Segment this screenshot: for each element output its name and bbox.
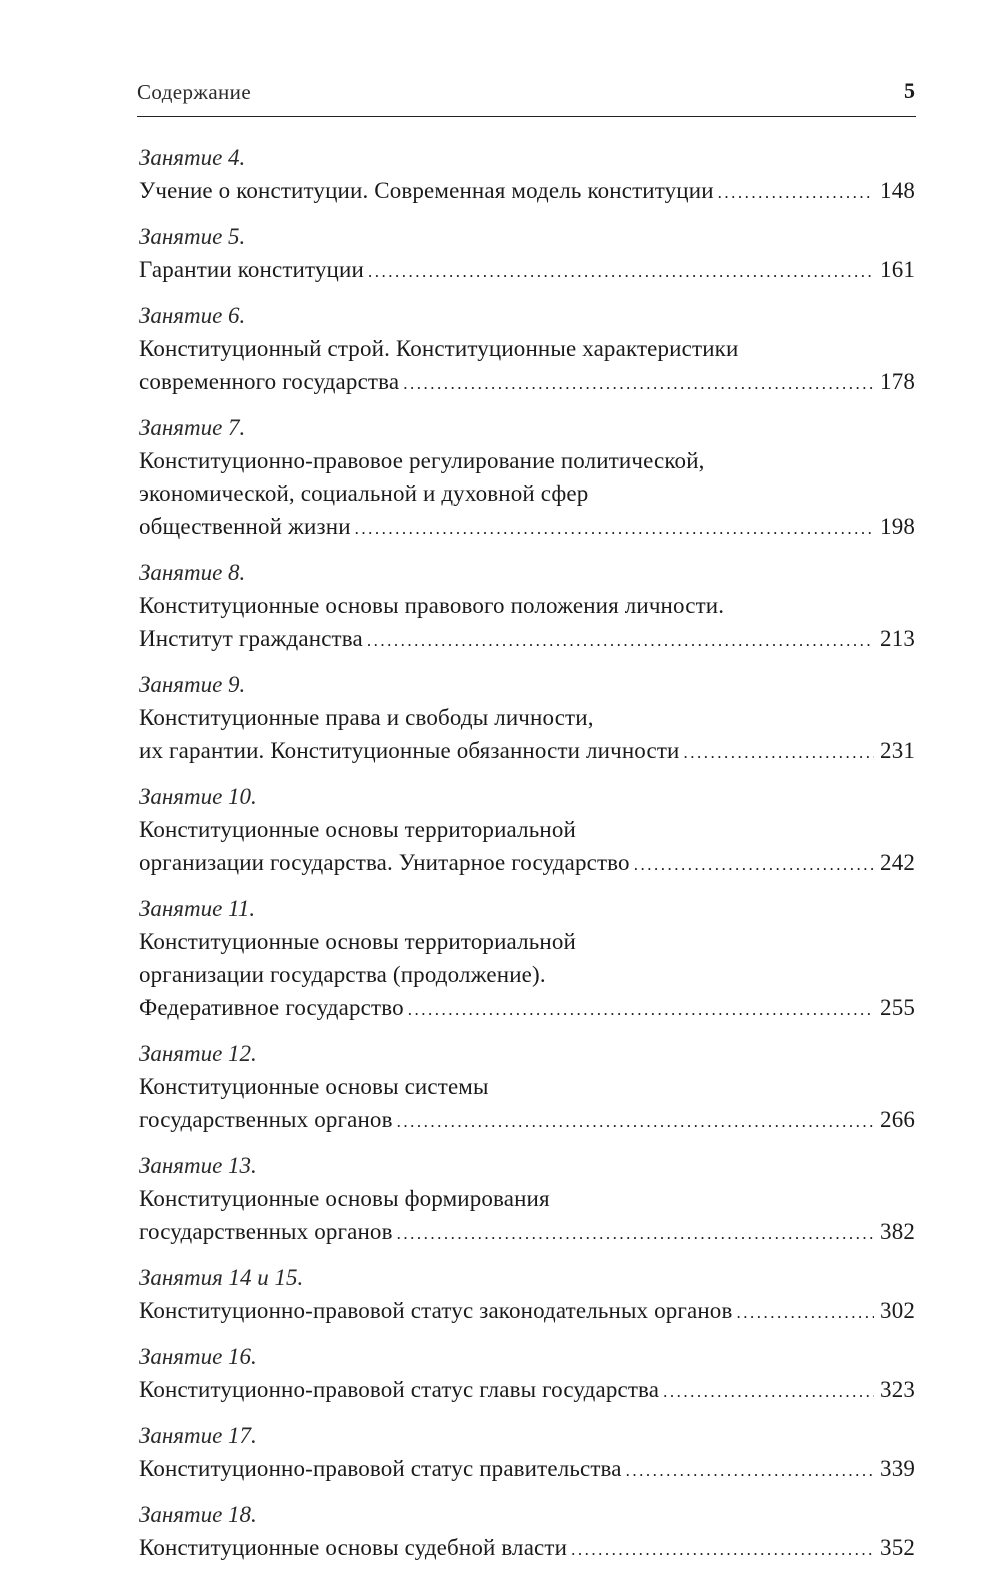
entry-final-line <box>139 846 915 881</box>
entry-final-line <box>139 1294 915 1329</box>
entry-page-number: 339 <box>880 1456 915 1481</box>
entry-page-number: 242 <box>880 850 915 875</box>
toc-entry <box>139 1149 915 1250</box>
entry-page-number: 198 <box>880 514 915 539</box>
lesson-label: Занятие 9. <box>139 672 246 697</box>
lesson-label: Занятие 6. <box>139 303 246 328</box>
entry-title-line: Институт гражданства <box>139 626 363 651</box>
entry-title-line: Конституционные основы системы <box>139 1074 489 1099</box>
entry-title-line: Конституционно-правовое регулирование политической, <box>139 448 705 473</box>
toc-entry <box>139 1419 915 1487</box>
dot-leader <box>663 1375 874 1408</box>
running-title: Содержание <box>137 80 252 104</box>
entry-title-line: Конституционно-правовой статус правительства <box>139 1456 622 1481</box>
lesson-label: Занятие 7. <box>139 415 246 440</box>
entry-title-line: их гарантии. Конституционные обязанности личности <box>139 738 680 763</box>
entry-page-number: 323 <box>880 1377 915 1402</box>
entry-final-line <box>139 510 915 545</box>
lesson-label: Занятие 11. <box>139 896 256 921</box>
page-number: 5 <box>904 78 915 103</box>
lesson-label: Занятие 10. <box>139 784 257 809</box>
toc-entry <box>139 411 915 545</box>
entry-title-line: государственных органов <box>139 1107 393 1132</box>
entry-final-line <box>139 1531 915 1566</box>
entry-final-line <box>139 174 915 209</box>
entry-final-line <box>139 991 915 1026</box>
lesson-label: Занятие 4. <box>139 145 246 170</box>
entry-title-line: современного государства <box>139 369 400 394</box>
lesson-label: Занятия 14 и 15. <box>139 1265 304 1290</box>
entry-page-number: 352 <box>880 1535 915 1560</box>
entry-title-line: общественной жизни <box>139 514 351 539</box>
dot-leader <box>736 1296 874 1329</box>
entry-title-line: Учение о конституции. Современная модель конституции <box>139 178 714 203</box>
entry-title-line: организации государства. Унитарное государство <box>139 850 630 875</box>
dot-leader <box>397 1217 874 1250</box>
entry-title-line: государственных органов <box>139 1219 393 1244</box>
lesson-label: Занятие 12. <box>139 1041 257 1066</box>
toc-entry <box>139 892 915 1026</box>
entry-title-line: Конституционные основы формирования <box>139 1186 550 1211</box>
entry-page-number: 213 <box>880 626 915 651</box>
entry-page-number: 178 <box>880 369 915 394</box>
lesson-label: Занятие 8. <box>139 560 246 585</box>
dot-leader <box>634 848 874 881</box>
lesson-label: Занятие 18. <box>139 1502 257 1527</box>
entry-final-line <box>139 1373 915 1408</box>
entry-page-number: 148 <box>880 178 915 203</box>
toc-entry <box>139 299 915 400</box>
entry-title-line: Конституционные основы территориальной <box>139 817 576 842</box>
entry-final-line <box>139 622 915 657</box>
toc-entry <box>139 141 915 209</box>
entry-final-line <box>139 1103 915 1138</box>
dot-leader <box>626 1454 874 1487</box>
entry-final-line <box>139 365 915 400</box>
lesson-label: Занятие 5. <box>139 224 246 249</box>
dot-leader <box>397 1105 874 1138</box>
entry-page-number: 266 <box>880 1107 915 1132</box>
toc-entry <box>139 1261 915 1329</box>
toc-entry <box>139 780 915 881</box>
entry-title-line: Федеративное государство <box>139 995 404 1020</box>
entry-page-number: 161 <box>880 257 915 282</box>
running-head <box>137 80 915 110</box>
entry-page-number: 382 <box>880 1219 915 1244</box>
entry-title-line: организации государства (продолжение). <box>139 962 546 987</box>
dot-leader <box>718 176 874 209</box>
dot-leader <box>367 624 874 657</box>
dot-leader <box>403 367 874 400</box>
entry-title-line: экономической, социальной и духовной сфер <box>139 481 589 506</box>
dot-leader <box>571 1533 874 1566</box>
entry-title-line: Конституционные основы судебной власти <box>139 1535 568 1560</box>
entry-title-line: Конституционно-правовой статус главы государства <box>139 1377 660 1402</box>
toc-entry <box>139 1498 915 1566</box>
entry-page-number: 231 <box>880 738 915 763</box>
entry-title-line: Конституционно-правовой статус законодательных органов <box>139 1298 733 1323</box>
entry-final-line <box>139 1452 915 1487</box>
entry-final-line <box>139 253 915 288</box>
entry-final-line <box>139 734 915 769</box>
toc-entry <box>139 668 915 769</box>
entry-page-number: 302 <box>880 1298 915 1323</box>
table-of-contents <box>139 141 915 1577</box>
toc-entry <box>139 220 915 288</box>
lesson-label: Занятие 17. <box>139 1423 257 1448</box>
dot-leader <box>408 993 874 1026</box>
entry-page-number: 255 <box>880 995 915 1020</box>
entry-title-line: Конституционные основы территориальной <box>139 929 576 954</box>
entry-final-line <box>139 1215 915 1250</box>
dot-leader <box>368 255 874 288</box>
entry-title-line: Гарантии конституции <box>139 257 364 282</box>
toc-entry <box>139 1340 915 1408</box>
dot-leader <box>355 512 874 545</box>
entry-title-line: Конституционный строй. Конституционные характеристики <box>139 336 739 361</box>
header-rule <box>137 116 916 117</box>
toc-entry <box>139 556 915 657</box>
toc-entry <box>139 1037 915 1138</box>
dot-leader <box>684 736 875 769</box>
lesson-label: Занятие 13. <box>139 1153 257 1178</box>
entry-title-line: Конституционные права и свободы личности, <box>139 705 594 730</box>
entry-title-line: Конституционные основы правового положения личности. <box>139 593 725 618</box>
lesson-label: Занятие 16. <box>139 1344 257 1369</box>
